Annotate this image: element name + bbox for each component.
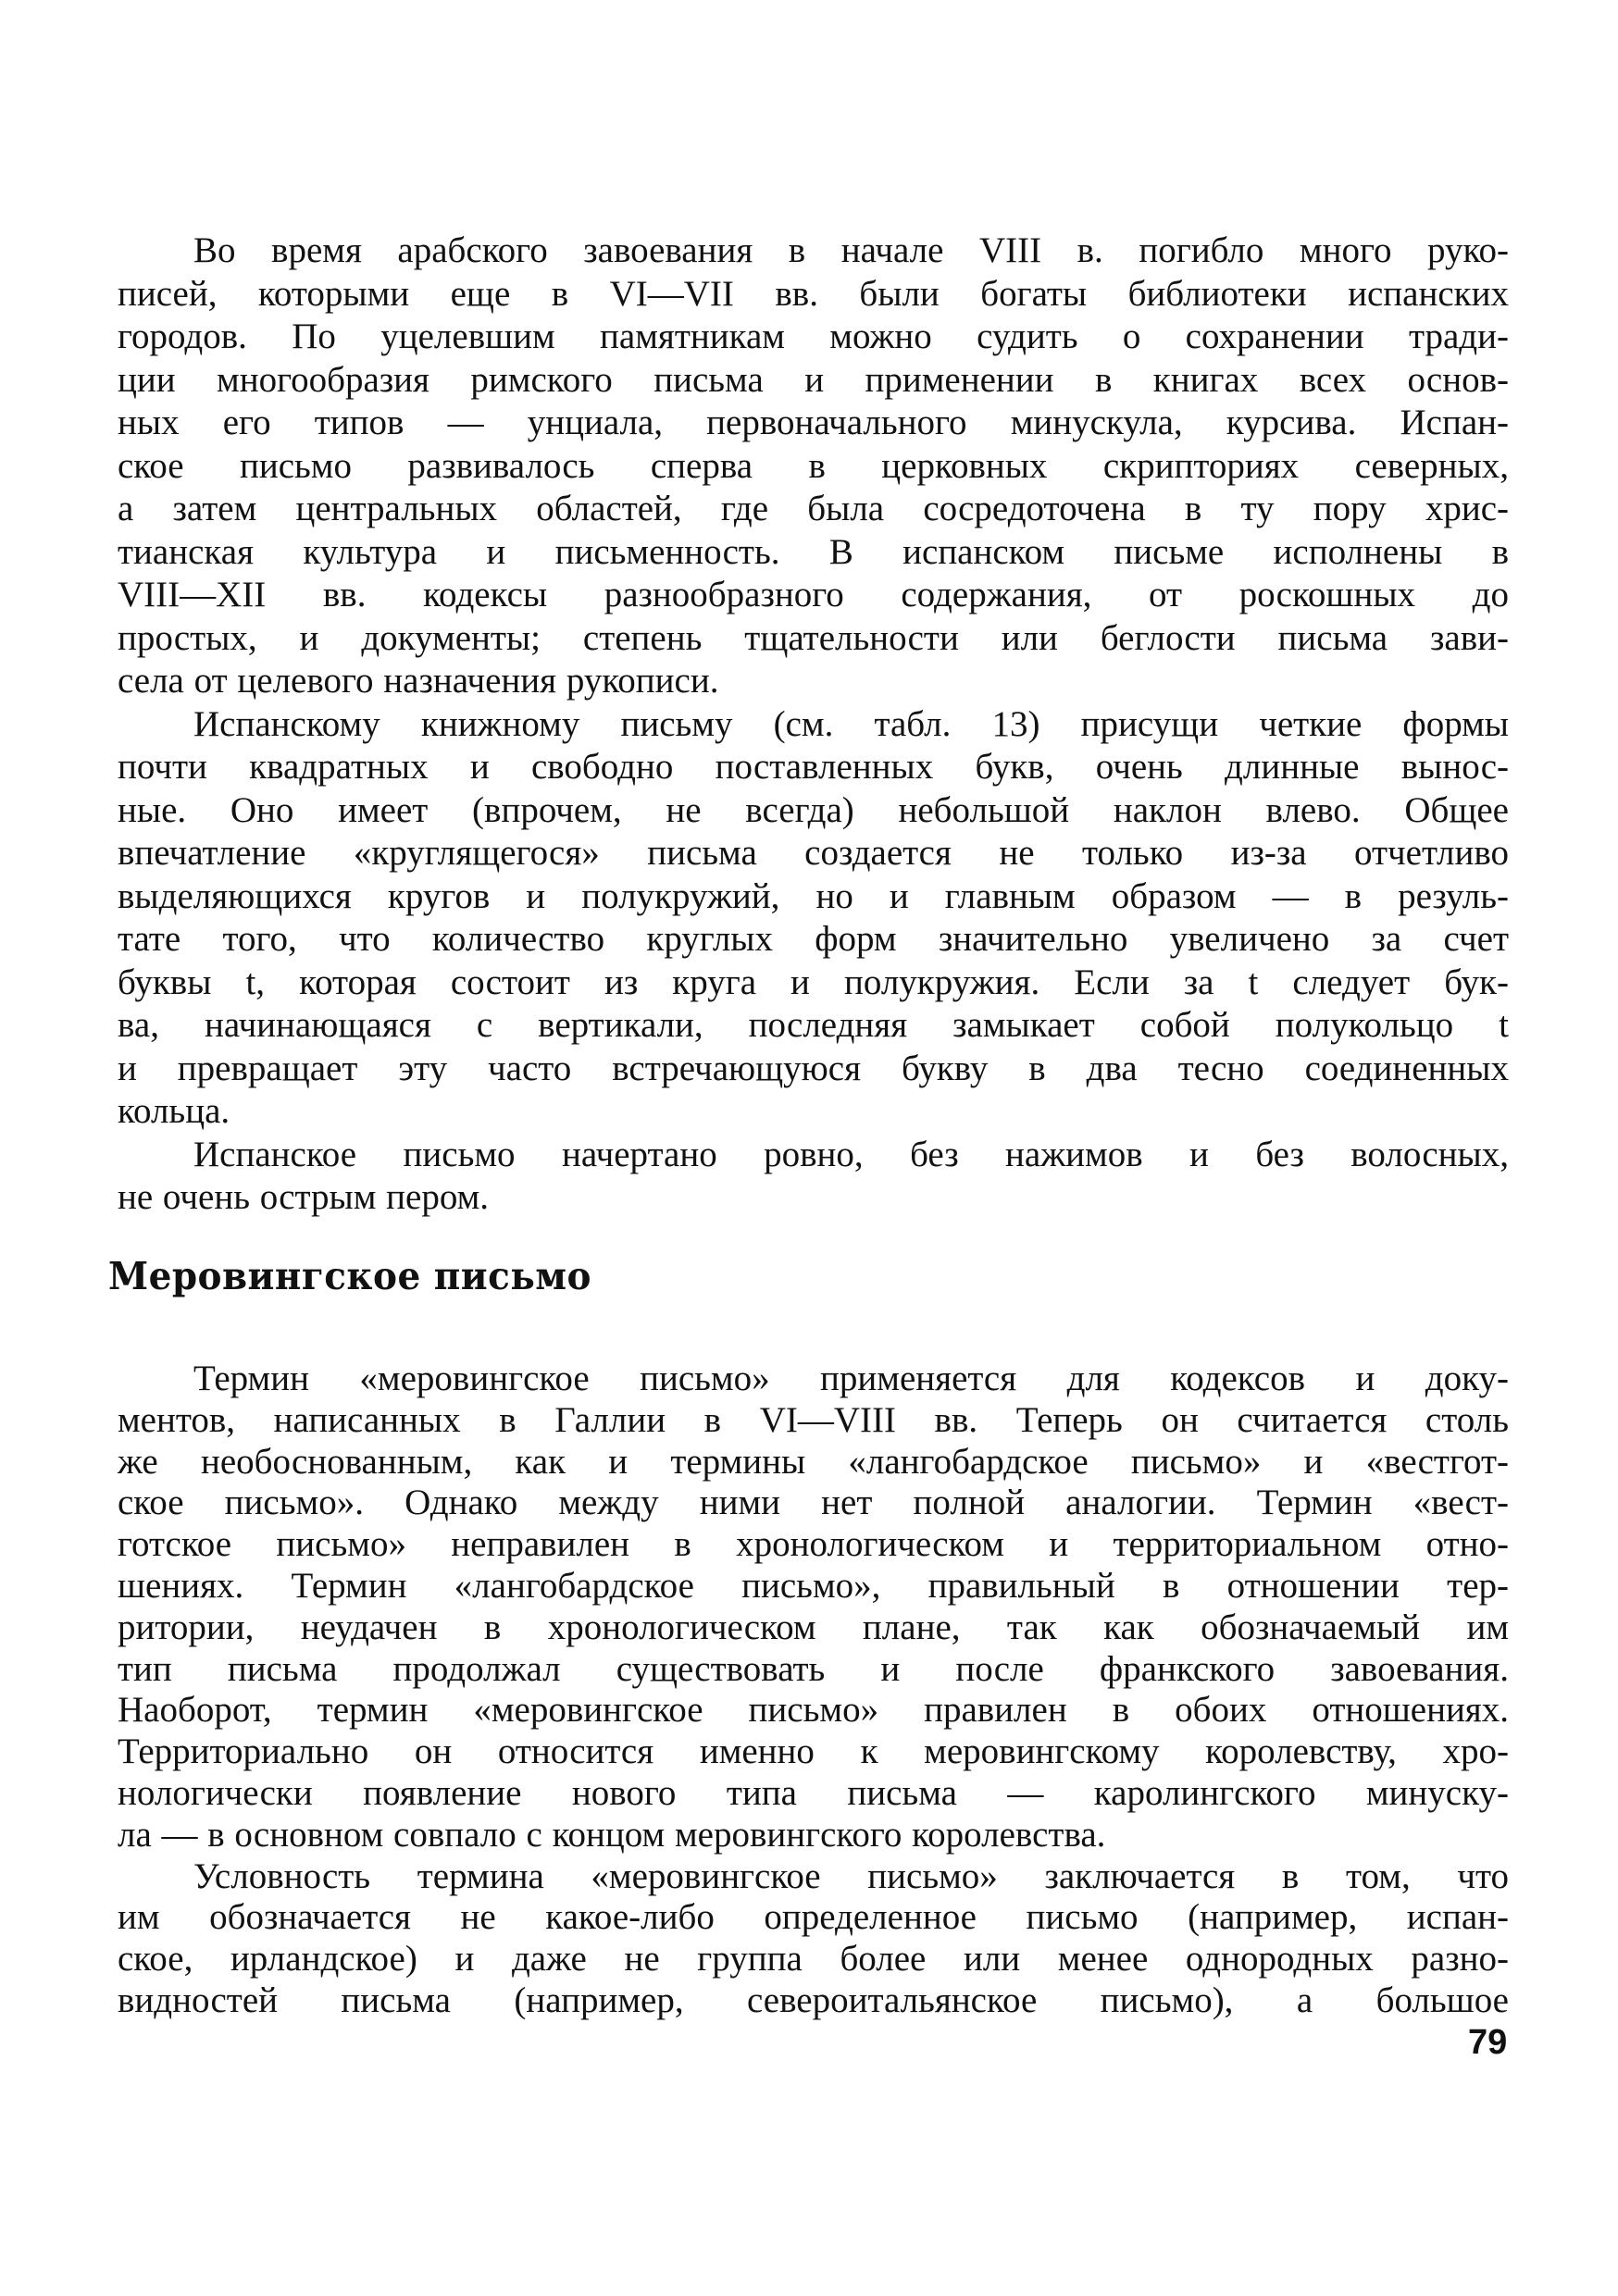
text-line: им обозначается не какое-либо определенное письмо (например, испан- — [118, 1897, 1509, 1938]
text-line: кольца. — [118, 1091, 230, 1131]
text-line: Термин «меровингское письмо» применяется для кодексов и доку- — [193, 1359, 1509, 1398]
text-line: ции многообразия римского письма и применении в книгах всех основ- — [118, 359, 1509, 400]
text-line: ные. Оно имеет (впрочем, не всегда) небольшой наклон влево. Общее — [118, 789, 1509, 830]
page-number: 79 — [1468, 2023, 1508, 2062]
text-line: впечатление «круглящегося» письма создается не только из-за отчетливо — [118, 833, 1509, 873]
paragraph — [118, 230, 1509, 703]
text-line: села от целевого назначения рукописи. — [118, 661, 719, 701]
text-line: шениях. Термин «лангобардское письмо», правильный в отношении тер- — [118, 1565, 1509, 1606]
paragraph — [118, 703, 1509, 1134]
text-line: писей, которыми еще в VI—VII вв. были богаты библиотеки испанских — [118, 273, 1509, 314]
text-line: ва, начинающаяся с вертикали, последняя замыкает собой полукольцо t — [118, 1005, 1509, 1045]
text-line: Во время арабского завоевания в начале VIII в. погибло много руко- — [193, 230, 1509, 270]
text-line: ритории, неудачен в хронологическом плане, так как обозначаемый им — [118, 1607, 1509, 1647]
text-line: Территориально он относится именно к меровингскому королевству, хро- — [118, 1731, 1509, 1772]
text-line: Испанское письмо начертано ровно, без нажимов и без волосных, — [193, 1134, 1509, 1174]
text-line: городов. По уцелевшим памятникам можно судить о сохранении тради- — [118, 316, 1509, 356]
text-line: ское письмо». Однако между ними нет полной аналогии. Термин «вест- — [118, 1483, 1509, 1523]
text-line: нологически появление нового типа письма — каролингского минуску- — [118, 1772, 1509, 1813]
section-heading: Меровингское письмо — [108, 1254, 591, 1298]
text-line: и превращает эту часто встречающуюся букву в два тесно соединенных — [118, 1048, 1509, 1088]
paragraph — [118, 1359, 1509, 1856]
text-line: тианская культура и письменность. В испанском письме исполнены в — [118, 531, 1509, 572]
text-line: тип письма продолжал существовать и после франкского завоевания. — [118, 1648, 1509, 1689]
text-line: Испанскому книжному письму (см. табл. 13) присущи четкие формы — [193, 703, 1509, 744]
text-line: ных его типов — унциала, первоначального минускула, курсива. Испан- — [118, 403, 1509, 442]
text-line: а затем центральных областей, где была сосредоточена в ту пору хрис- — [118, 489, 1509, 528]
text-line: ское, ирландское) и даже не группа более или менее однородных разно- — [118, 1939, 1509, 1980]
text-line: тате того, что количество круглых форм значительно увеличено за счет — [118, 919, 1509, 959]
text-line: почти квадратных и свободно поставленных букв, очень длинные вынос- — [118, 747, 1509, 787]
text-line: же необоснованным, как и термины «лангобардское письмо» и «вестгот- — [118, 1441, 1509, 1482]
text-line: Условность термина «меровингское письмо» заключается в том, что — [193, 1855, 1509, 1896]
text-line: не очень острым пером. — [118, 1177, 490, 1217]
paragraph — [118, 1134, 1509, 1220]
text-line: простых, и документы; степень тщательности или беглости письма зави- — [118, 617, 1509, 658]
section-spanish-script — [118, 230, 1509, 1220]
text-line: готское письмо» неправилен в хронологическом и территориальном отно- — [118, 1524, 1509, 1565]
text-line: видностей письма (например, североитальянское письмо), а большое — [118, 1980, 1509, 2020]
text-line: буквы t, которая состоит из круга и полукружия. Если за t следует бук- — [118, 962, 1509, 1002]
text-line: ское письмо развивалось сперва в церковных скрипториях северных, — [118, 445, 1509, 486]
text-line: VIII—XII вв. кодексы разнообразного содержания, от роскошных до — [118, 575, 1509, 614]
text-line: ментов, написанных в Галлии в VI—VIII вв. Теперь он считается столь — [118, 1399, 1509, 1440]
section-merovingian-script — [118, 1359, 1509, 2022]
paragraph — [118, 1856, 1509, 2022]
text-line: ла — в основном совпало с концом меровингского королевства. — [118, 1814, 1106, 1855]
text-line: Наоборот, термин «меровингское письмо» правилен в обоих отношениях. — [118, 1690, 1509, 1731]
text-line: выделяющихся кругов и полукружий, но и главным образом — в резуль- — [118, 875, 1509, 916]
